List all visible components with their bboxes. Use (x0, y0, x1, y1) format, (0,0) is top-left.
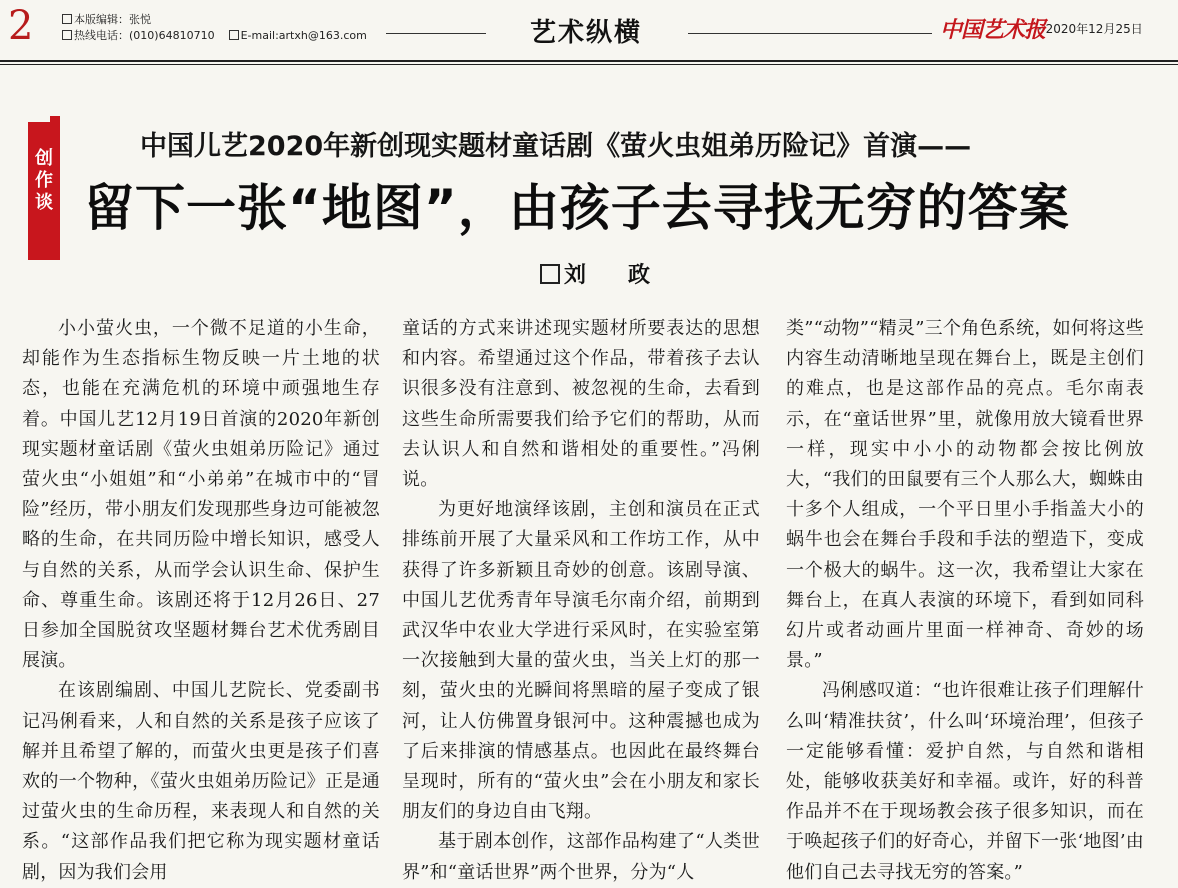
checkbox-square-icon (229, 30, 239, 40)
byline-box-icon (540, 264, 560, 284)
masthead-divider (0, 60, 1178, 62)
article-column-1 (22, 314, 380, 883)
paragraph: 基于剧本创作，这部作品构建了“人类世界”和“童话世界”两个世界，分为“人 (402, 831, 760, 883)
article-column-2 (402, 314, 760, 883)
paragraph: 在该剧编剧、中国儿艺院长、党委副书记冯俐看来，人和自然的关系是孩子应该了解并且希望了解的，而萤火虫更是孩子们喜欢的一个物种，《萤火虫姐弟历险记》正是通过萤火虫的生命历程，来表现人和自然的关系。“这部作品我们把它称为现实题材童话剧，因为我们会用 (22, 680, 380, 883)
checkbox-square-icon (62, 14, 72, 24)
section-title: 艺术纵横 (529, 18, 642, 48)
paragraph: 小小萤火虫，一个微不足道的小生命，却能作为生态指标生物反映一片土地的状态，也能在充满危机的环境中顽强地生存着。中国儿艺12月19日首演的2020年新创现实题材童话剧《萤火虫姐弟历险记》通过萤火虫“小姐姐”和“小弟弟”在城市中的“冒险”经历，带小朋友们发现那些身边可能被忽略的生命，在共同历险中增长知识，感受人与自然的关系，从而学会认识生命、保护生命、尊重生命。该剧还将于12月26日、27日参加全国脱贫攻坚题材舞台艺术优秀剧目展演。 (22, 318, 380, 672)
issue-date: · 2020年12月25日 (1038, 22, 1143, 36)
column-tag-label: 创作谈 (35, 148, 53, 213)
paragraph: 童话的方式来讲述现实题材所要表达的思想和内容。希望通过这个作品，带着孩子去认识很多没有注意到、被忽视的生命，去看到这些生命所需要我们给予它们的帮助，从而去认识人和自然和谐相处的重要性。”冯俐说。 (402, 318, 760, 491)
paragraph: 类”“动物”“精灵”三个角色系统，如何将这些内容生动清晰地呈现在舞台上，既是主创们的难点，也是这部作品的亮点。毛尔南表示，在“童话世界”里，就像用放大镜看世界一样，现实中小小的动物都会按比例放大，“我们的田鼠要有三个人那么大，蜘蛛由十多个人组成，一个平日里小手指盖大小的蜗牛也会在舞台手段和手法的塑造下，变成一个极大的蜗牛。这一次，我希望让大家在舞台上，在真人表演的环境下，看到如同科幻片或者动画片里面一样神奇、奇妙的场景。” (786, 318, 1144, 672)
header-rule-left (386, 33, 486, 34)
article-column-3 (786, 314, 1144, 883)
paragraph: 为更好地演绎该剧，主创和演员在正式排练前开展了大量采风和工作坊工作，从中获得了许多新颖且奇妙的创意。该剧导演、中国儿艺优秀青年导演毛尔南介绍，前期到武汉华中农业大学进行采风时，在实验室第一次接触到大量的萤火虫，当关上灯的那一刻，萤火虫的光瞬间将黑暗的屋子变成了银河，让人仿佛置身银河中。这种震撼也成为了后来排演的情感基点。也因此在最终舞台呈现时，所有的“萤火虫”会在小朋友和家长朋友们的身边自由飞翔。 (402, 499, 760, 823)
editor-info (62, 12, 367, 44)
header-rule-right (688, 33, 932, 34)
checkbox-square-icon (62, 30, 72, 40)
tag-notch (50, 116, 60, 130)
newspaper-logo: 中国艺术报 (940, 17, 1046, 43)
article-headline: 留下一张“地图”，由孩子去寻找无穷的答案 (84, 179, 1070, 237)
email-address: E-mail:artxh@163.com (240, 29, 367, 42)
masthead (0, 0, 1178, 60)
column-tag (28, 122, 60, 260)
author-name: 刘 政 (564, 263, 661, 288)
masthead-divider-thin (0, 64, 1178, 65)
page-number: 2 (8, 3, 34, 49)
article-kicker: 中国儿艺2020年新创现实题材童话剧《萤火虫姐弟历险记》首演—— (140, 131, 972, 162)
byline (540, 258, 660, 289)
hotline: 热线电话：(010)64810710 (74, 29, 215, 42)
editor-credit: 本版编辑：张悦 (74, 13, 151, 26)
paragraph: 冯俐感叹道：“也许很难让孩子们理解什么叫‘精准扶贫’，什么叫‘环境治理’，但孩子一定能够看懂：爱护自然，与自然和谐相处，能够收获美好和幸福。或许，好的科普作品并不在于现场教会孩子很多知识，而在于唤起孩子们的好奇心，并留下一张‘地图’由他们自己去寻找无穷的答案。” (786, 680, 1144, 883)
